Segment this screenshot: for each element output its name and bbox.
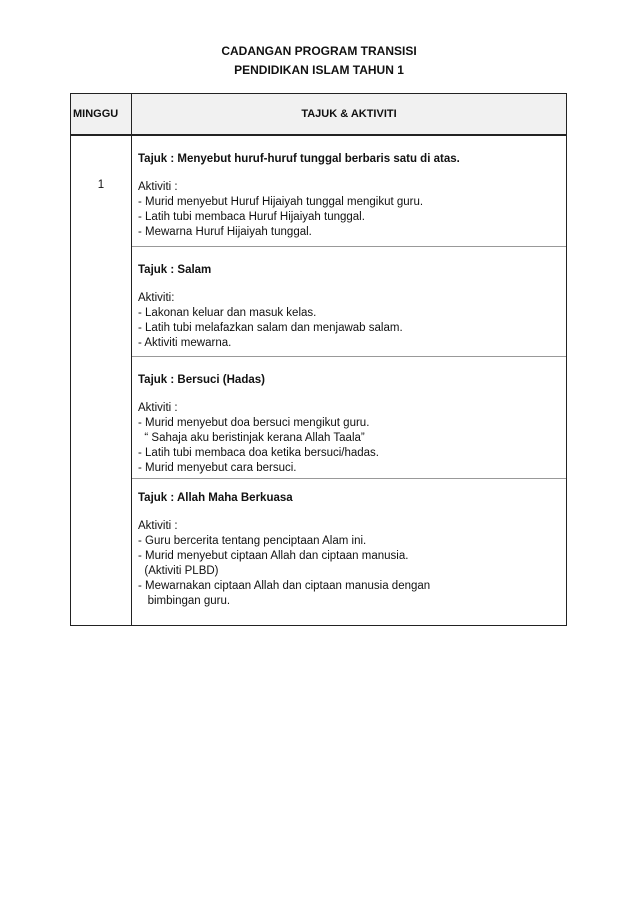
activity-line: - Latih tubi membaca Huruf Hijaiyah tunggal. (138, 211, 365, 223)
activity-line: - Latih tubi membaca doa ketika bersuci/hadas. (138, 447, 379, 459)
activity-line: Aktiviti : (138, 181, 178, 193)
activity-line: Aktiviti: (138, 292, 175, 304)
column-header-minggu: MINGGU (73, 108, 119, 120)
activity-line: - Mewarnakan ciptaan Allah dan ciptaan manusia dengan (138, 580, 431, 592)
topic-section (132, 373, 566, 476)
document-title: CADANGAN PROGRAM TRANSISI (221, 44, 417, 58)
activity-line: - Murid menyebut Huruf Hijaiyah tunggal mengikut guru. (138, 196, 424, 208)
week-number: 1 (97, 179, 105, 191)
topic-title: Tajuk : Allah Maha Berkuasa (138, 492, 293, 504)
topic-section (132, 263, 566, 351)
section-divider (132, 246, 566, 247)
document-subtitle: PENDIDIKAN ISLAM TAHUN 1 (234, 63, 404, 77)
activity-line: Aktiviti : (138, 402, 178, 414)
activity-line: (Aktiviti PLBD) (138, 565, 219, 577)
activity-line: - Murid menyebut doa bersuci mengikut guru. (138, 417, 370, 429)
activity-line: “ Sahaja aku beristinjak kerana Allah Taala” (138, 432, 365, 444)
topic-section (132, 152, 566, 240)
activity-line: - Mewarna Huruf Hijaiyah tunggal. (138, 226, 312, 238)
table-header-row (71, 94, 566, 136)
activity-line: - Murid menyebut cara bersuci. (138, 462, 297, 474)
activity-line: - Lakonan keluar dan masuk kelas. (138, 307, 317, 319)
column-header-tajuk-aktiviti: TAJUK & AKTIVITI (301, 108, 397, 120)
activity-line: bimbingan guru. (138, 595, 231, 607)
activity-line: - Latih tubi melafazkan salam dan menjawab salam. (138, 322, 403, 334)
section-divider (132, 478, 566, 479)
topic-title: Tajuk : Bersuci (Hadas) (138, 374, 265, 386)
activity-line: - Aktiviti mewarna. (138, 337, 232, 349)
topic-title: Tajuk : Salam (138, 264, 212, 276)
program-table (70, 93, 567, 626)
topic-title: Tajuk : Menyebut huruf-huruf tunggal berbaris satu di atas. (138, 153, 460, 165)
section-divider (132, 356, 566, 357)
activity-line: - Murid menyebut ciptaan Allah dan ciptaan manusia. (138, 550, 409, 562)
activity-line: - Guru bercerita tentang penciptaan Alam ini. (138, 535, 367, 547)
activity-line: Aktiviti : (138, 520, 178, 532)
topic-section (132, 491, 566, 609)
